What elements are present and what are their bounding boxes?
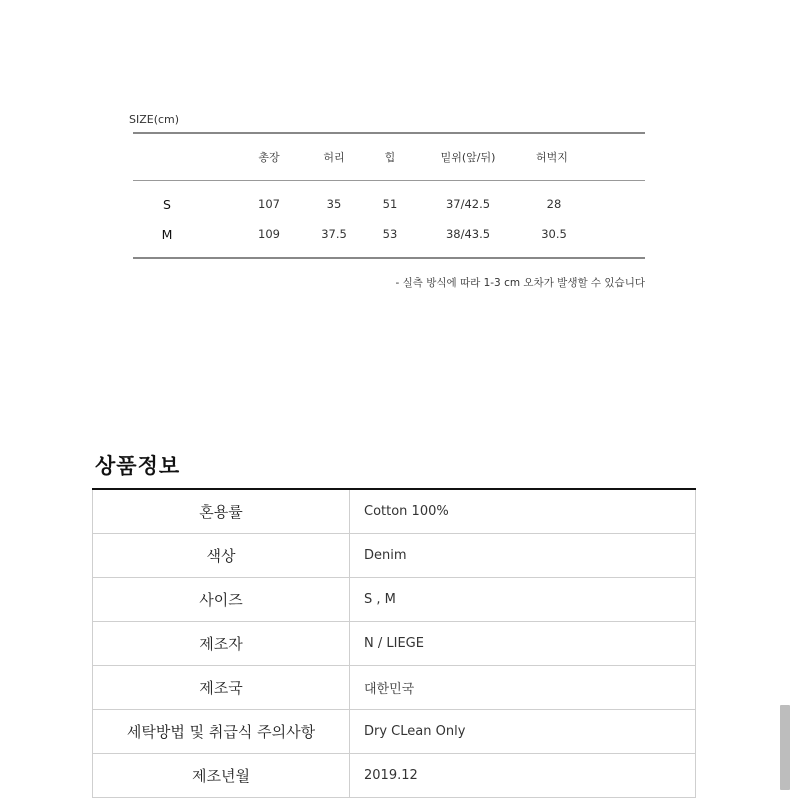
info-row-color (92, 534, 696, 578)
info-value: 2019.12 (350, 754, 696, 797)
header-thigh: 허벅지 (536, 151, 568, 164)
size-value: 30.5 (541, 227, 567, 241)
size-value: 35 (326, 197, 342, 211)
size-row-m (133, 219, 645, 249)
info-label: 사이즈 (92, 578, 350, 621)
size-value: 28 (546, 197, 562, 211)
info-row-manufacturer (92, 622, 696, 666)
info-label: 제조년월 (92, 754, 350, 797)
info-value: 대한민국 (350, 666, 696, 709)
info-label: 제조국 (92, 666, 350, 709)
header-rise: 밑위(앞/뒤) (440, 151, 496, 164)
header-hip: 힙 (384, 151, 396, 164)
size-label: S (163, 196, 171, 212)
info-value: S , M (350, 578, 696, 621)
size-value: 53 (382, 227, 398, 241)
info-value: Denim (350, 534, 696, 577)
product-info-title: 상품정보 (95, 454, 181, 478)
size-table (133, 132, 645, 259)
info-label: 색상 (92, 534, 350, 577)
info-label: 혼용률 (92, 490, 350, 533)
size-value: 107 (258, 197, 280, 211)
header-waist: 허리 (323, 151, 345, 164)
header-size (127, 134, 207, 180)
scrollbar-thumb[interactable] (780, 705, 790, 790)
info-row-date (92, 754, 696, 798)
info-row-material (92, 490, 696, 534)
size-value: 51 (382, 197, 398, 211)
info-value: Dry CLean Only (350, 710, 696, 753)
info-row-size (92, 578, 696, 622)
size-value: 109 (258, 227, 280, 241)
info-value: N / LIEGE (350, 622, 696, 665)
size-caption: SIZE(cm) (129, 113, 180, 126)
info-value: Cotton 100% (350, 490, 696, 533)
size-table-header (133, 134, 645, 181)
size-label: M (161, 226, 173, 242)
info-label: 세탁방법 및 취급식 주의사항 (92, 710, 350, 753)
size-value: 37/42.5 (445, 197, 491, 211)
product-info-table (92, 488, 696, 798)
info-row-care (92, 710, 696, 754)
size-row-s (133, 189, 645, 219)
size-value: 38/43.5 (445, 227, 491, 241)
header-total-length: 총장 (258, 151, 280, 164)
info-label: 제조자 (92, 622, 350, 665)
measurement-note: - 실측 방식에 따라 1-3 cm 오차가 발생할 수 있습니다 (395, 277, 645, 289)
info-row-country (92, 666, 696, 710)
size-value: 37.5 (321, 227, 347, 241)
